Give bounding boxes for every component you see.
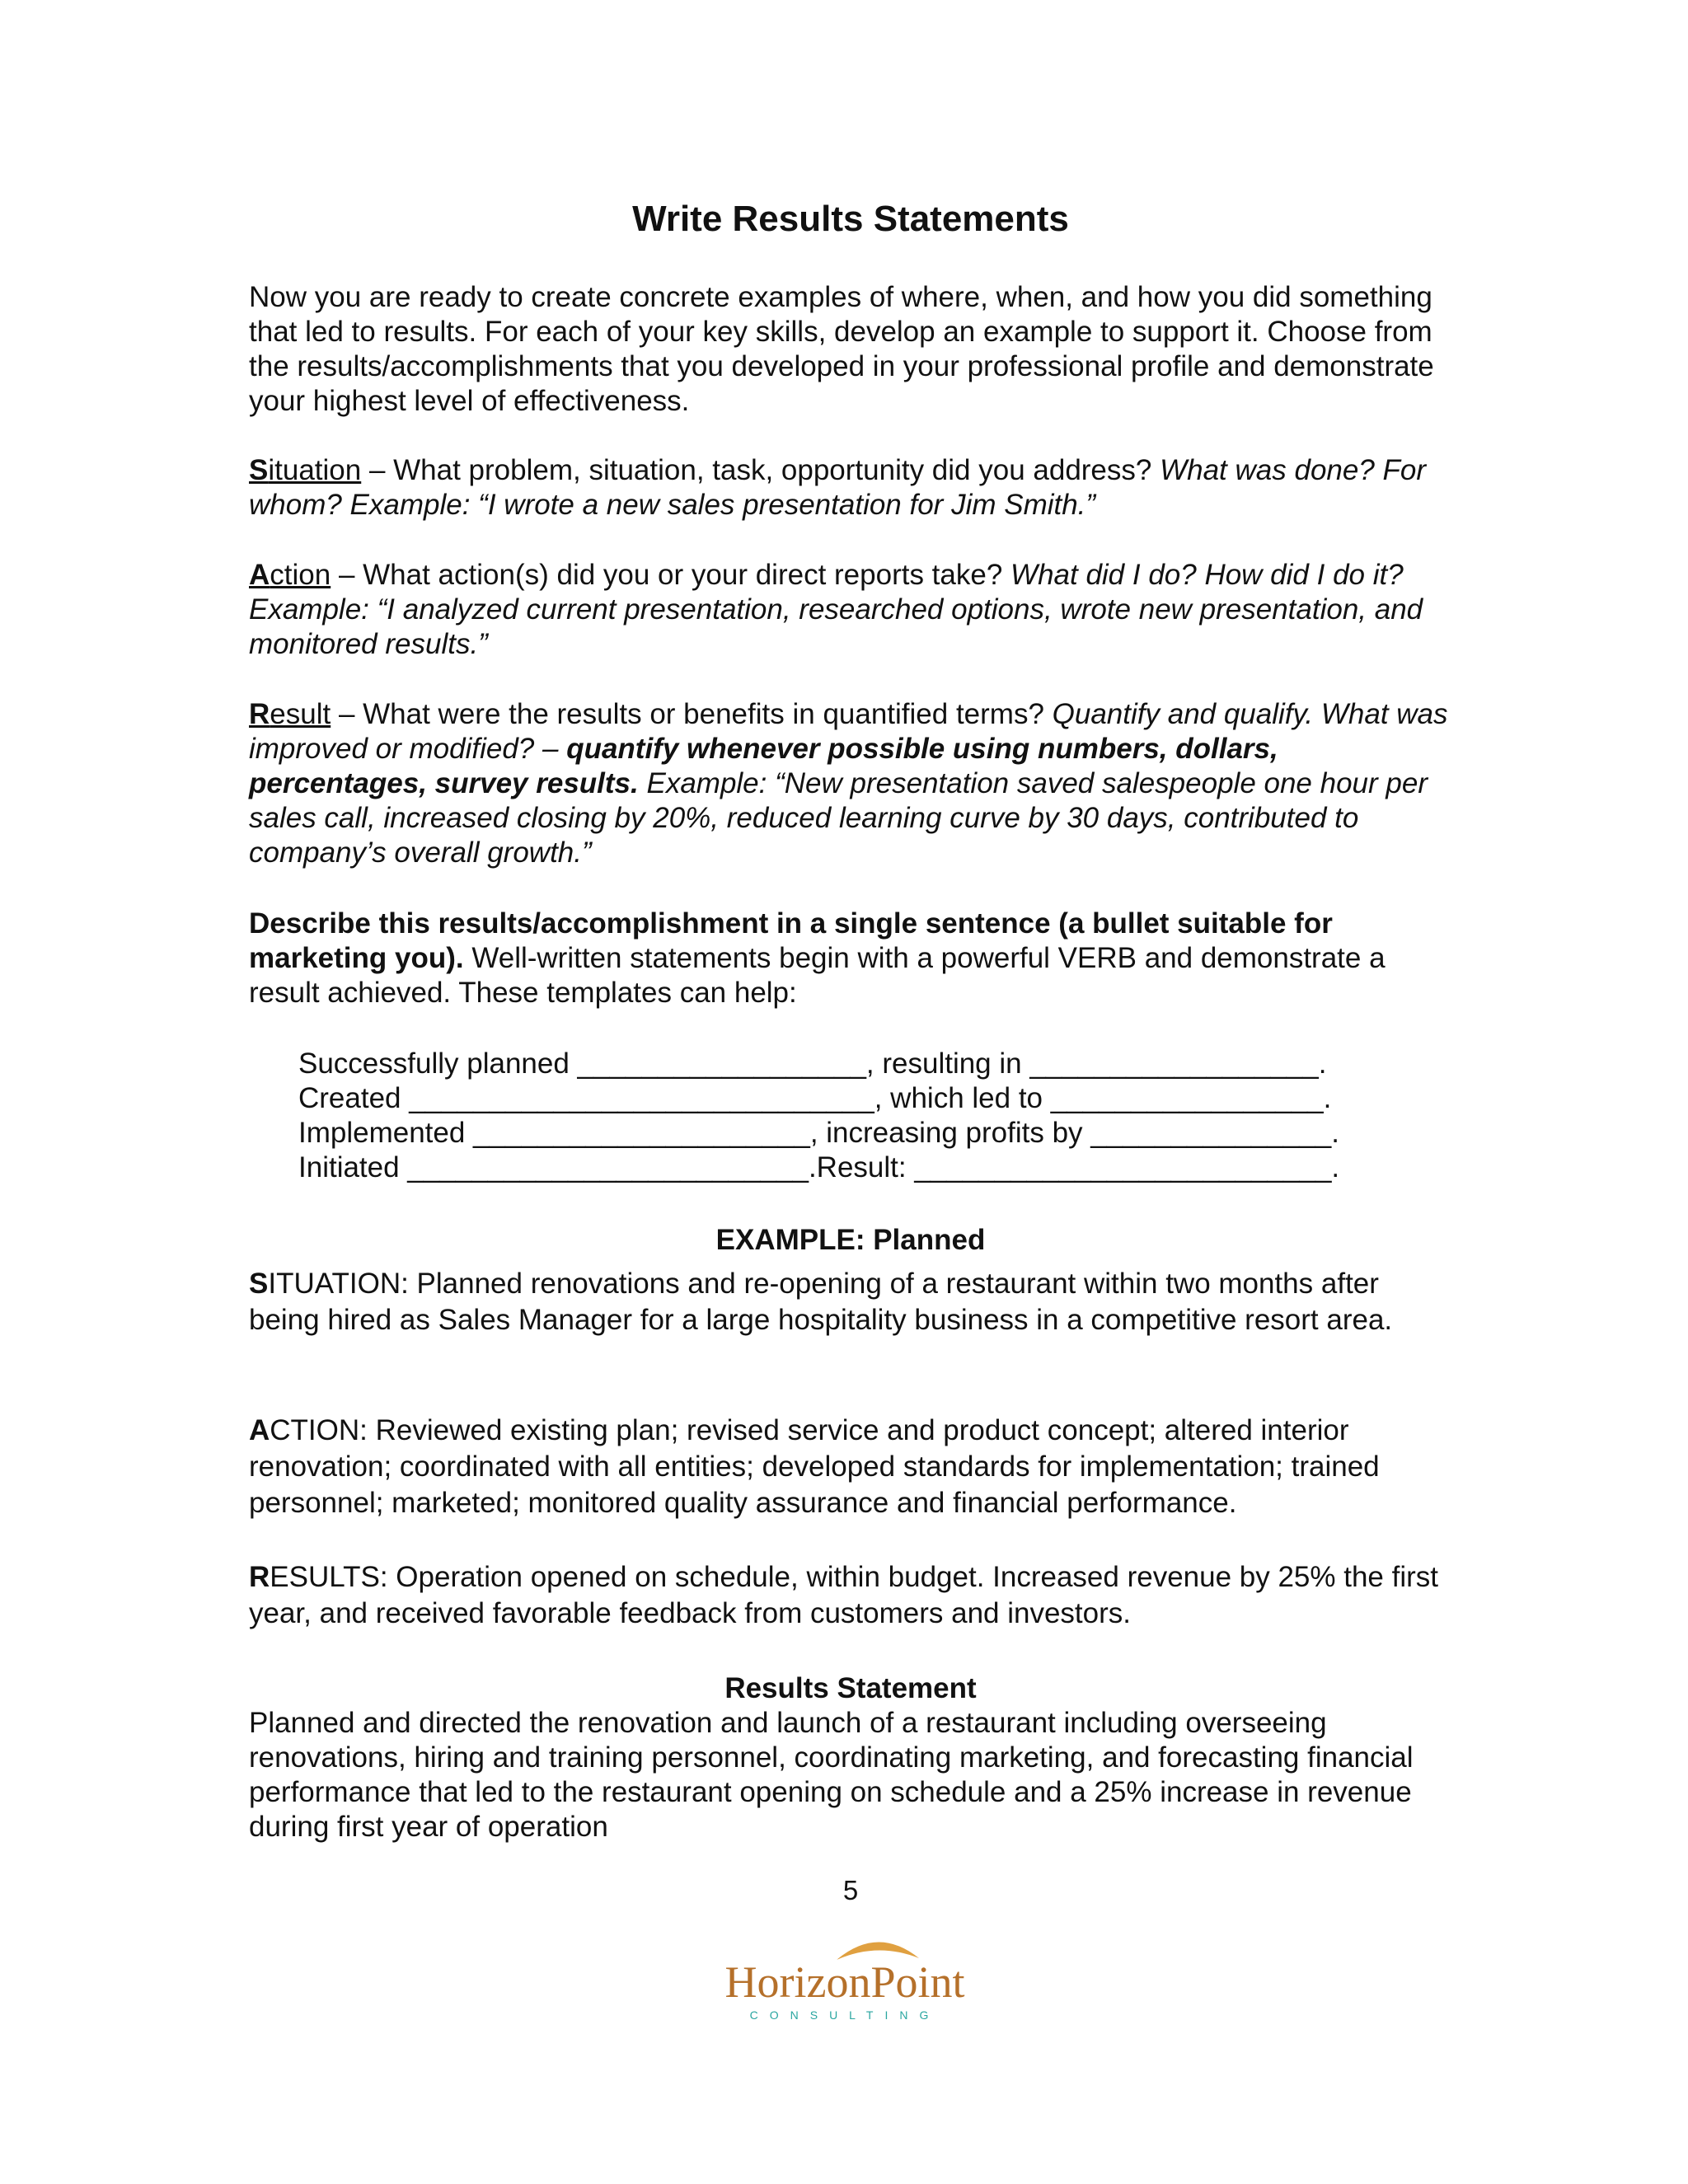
page-title: Write Results Statements (632, 199, 1069, 239)
logo-tagline: CONSULTING (749, 2008, 940, 2022)
horizonpoint-logo (713, 1927, 977, 2034)
example-situation-initial: S (249, 1268, 269, 1300)
situation-word: ituation (268, 454, 362, 486)
example-heading: EXAMPLE: Planned (715, 1224, 986, 1256)
template-line: Created _____________________________, which led to _________________. (298, 1082, 1332, 1114)
example-results (249, 1559, 1452, 1632)
result-italic-2: Example: “New presentation saved salespeople one hour per sales call, increased closing by 20%, reduced learning curve by 30 days, contributed to company’s overall growth.” (249, 767, 1428, 869)
action-paragraph (249, 558, 1452, 662)
action-word: ction (270, 559, 331, 591)
template-line: Initiated _________________________.Result: __________________________. (298, 1151, 1340, 1183)
result-initial: R (249, 698, 270, 730)
result-italic-1: Quantify and qualify. What was improved or modified? – (249, 698, 1448, 765)
situation-text: – What problem, situation, task, opportunity did you address? (361, 454, 1160, 486)
template-line: Implemented _____________________, increasing profits by _______________. (298, 1117, 1339, 1149)
action-text: – What action(s) did you or your direct reports take? (331, 559, 1011, 591)
example-action-initial: A (249, 1414, 270, 1446)
result-text: – What were the results or benefits in quantified terms? (331, 698, 1053, 730)
intro-paragraph: Now you are ready to create concrete examples of where, when, and how you did something that led to results. For each of your key skills, develop an example to support it. Choose from the results/accomplishments that you developed in your professional profile and demonstrate your highest level of effectiveness. (249, 281, 1434, 417)
template-list (298, 1047, 1452, 1185)
logo-name: HorizonPoint (724, 1957, 965, 2007)
example-action-text: CTION: Reviewed existing plan; revised service and product concept; altered interior renovation; coordinated with all entities; developed standards for implementation; trained personnel; marketed; monitored quality assurance and financial performance. (249, 1414, 1380, 1519)
results-statement-text: Planned and directed the renovation and launch of a restaurant including overseeing renovations, hiring and training personnel, coordinating marketing, and forecasting financial performance that led to the restaurant opening on schedule and a 25% increase in revenue during first year of operation (249, 1707, 1414, 1843)
example-situation-text: ITUATION: Planned renovations and re-opening of a restaurant within two months after being hired as Sales Manager for a large hospitality business in a competitive resort area. (249, 1268, 1393, 1336)
result-bold-italic: quantify whenever possible using numbers, dollars, percentages, survey results. (249, 733, 1278, 799)
describe-bold: Describe this results/accomplishment in a single sentence (a bullet suitable for marketing you). (249, 907, 1333, 974)
result-word: esult (270, 698, 331, 730)
example-situation (249, 1266, 1452, 1338)
describe-paragraph (249, 907, 1452, 1010)
situation-italic: What was done? For whom? Example: “I wrote a new sales presentation for Jim Smith.” (249, 454, 1427, 521)
action-initial: A (249, 559, 270, 591)
example-action (249, 1413, 1452, 1521)
example-results-text: ESULTS: Operation opened on schedule, within budget. Increased revenue by 25% the first year, and received favorable feedback from customers and investors. (249, 1561, 1439, 1629)
result-paragraph (249, 697, 1452, 870)
situation-initial: S (249, 454, 269, 486)
page-number: 5 (842, 1875, 859, 1905)
situation-paragraph (249, 453, 1452, 523)
template-line: Successfully planned __________________, resulting in __________________. (298, 1047, 1327, 1080)
example-results-initial: R (249, 1561, 270, 1593)
results-statement-heading: Results Statement (724, 1672, 977, 1704)
describe-text: Well-written statements begin with a powerful VERB and demonstrate a result achieved. These templates can help: (249, 942, 1386, 1009)
action-italic: What did I do? How did I do it? Example: “I analyzed current presentation, researched options, wrote new presentation, and monitored results.” (249, 559, 1423, 660)
